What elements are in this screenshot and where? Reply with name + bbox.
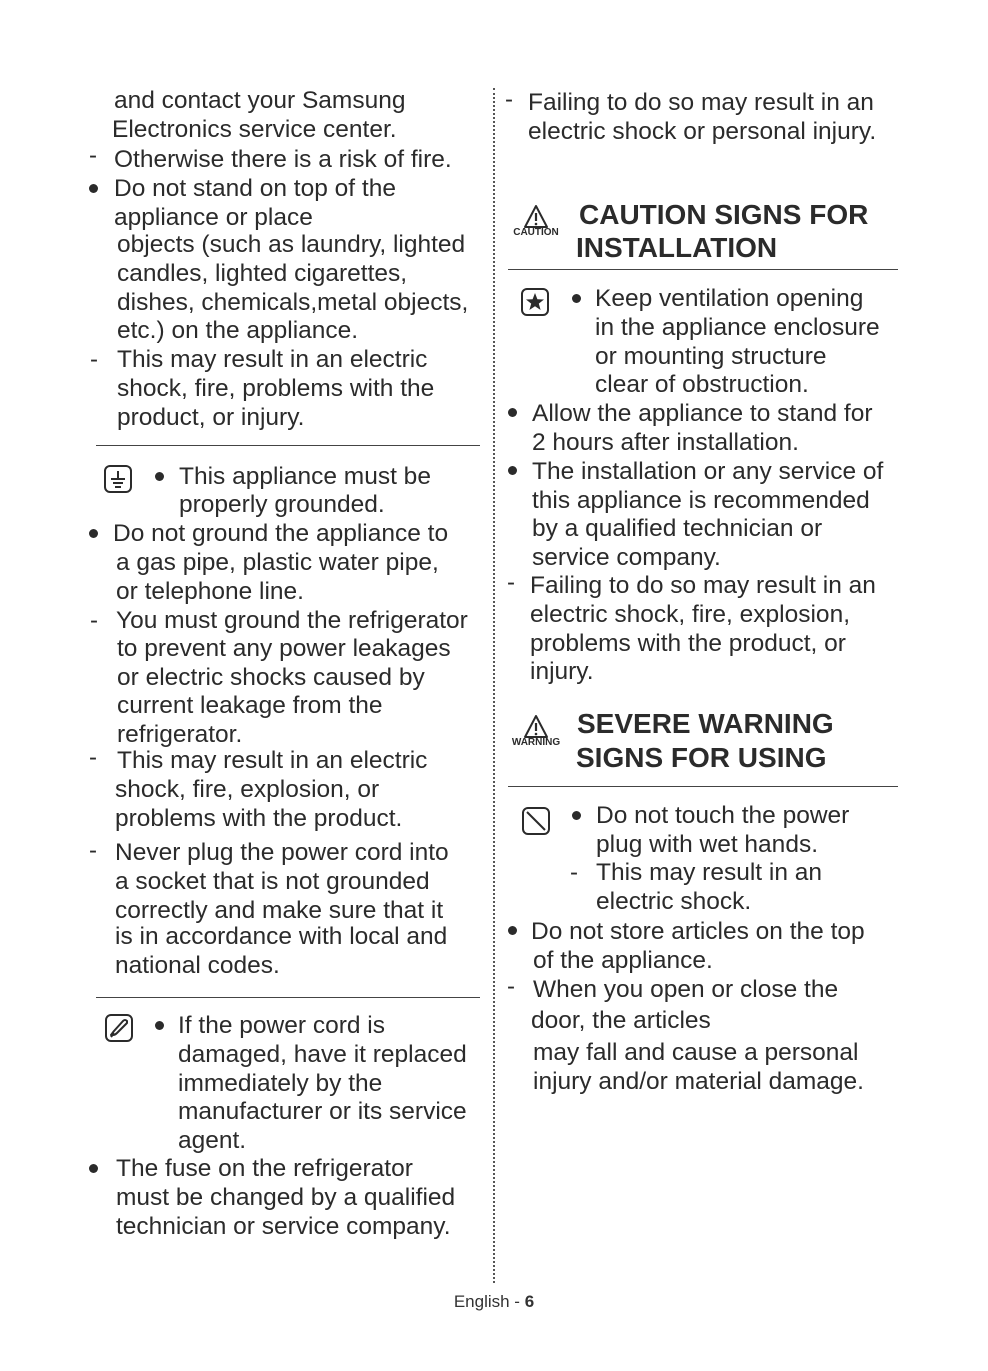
text-line: national codes. bbox=[115, 952, 280, 979]
section-rule bbox=[96, 997, 480, 998]
section-rule bbox=[508, 786, 898, 787]
text-line: shock, fire, problems with the bbox=[117, 375, 435, 402]
text-line: properly grounded. bbox=[179, 491, 385, 518]
text-line: or mounting structure bbox=[595, 343, 827, 370]
text-line: a socket that is not grounded bbox=[115, 868, 430, 895]
text-line: may fall and cause a personal bbox=[533, 1039, 859, 1066]
text-line: electric shock, fire, explosion, bbox=[530, 601, 850, 628]
warning-heading: SEVERE WARNING bbox=[577, 708, 834, 739]
bullet bbox=[89, 529, 98, 538]
text-line: objects (such as laundry, lighted bbox=[117, 231, 466, 258]
bullet bbox=[155, 1021, 164, 1030]
bullet bbox=[89, 184, 98, 193]
text-line: This may result in an electric bbox=[117, 747, 428, 774]
text-line: Do not stand on top of the bbox=[114, 175, 396, 202]
ground-icon bbox=[103, 464, 133, 494]
text-line: plug with wet hands. bbox=[596, 831, 818, 858]
bullet bbox=[508, 466, 517, 475]
text-line: The installation or any service of bbox=[532, 458, 884, 485]
text-line: Do not store articles on the top bbox=[531, 918, 865, 945]
text-line: When you open or close the bbox=[533, 976, 839, 1003]
text-line: service company. bbox=[532, 544, 721, 571]
text-line: this appliance is recommended bbox=[532, 487, 870, 514]
text-line: dishes, chemicals,metal objects, bbox=[117, 289, 469, 316]
bullet bbox=[572, 811, 581, 820]
warning-heading: SIGNS FOR USING bbox=[576, 742, 827, 773]
caution-label: CAUTION bbox=[513, 227, 559, 238]
caution-heading: CAUTION SIGNS FOR bbox=[579, 199, 869, 230]
dash-marker: - bbox=[90, 346, 98, 373]
text-line: to prevent any power leakages bbox=[117, 635, 451, 662]
text-line: manufacturer or its service bbox=[178, 1098, 467, 1125]
text-line: and contact your Samsung bbox=[114, 87, 406, 114]
text-line: shock, fire, explosion, or bbox=[115, 776, 380, 803]
text-line: Do not touch the power bbox=[596, 802, 850, 829]
column-divider bbox=[493, 88, 495, 1283]
star-icon bbox=[520, 287, 550, 317]
text-line: in the appliance enclosure bbox=[595, 314, 880, 341]
bullet bbox=[508, 926, 517, 935]
text-line: Otherwise there is a risk of fire. bbox=[114, 146, 452, 173]
text-line: or electric shocks caused by bbox=[117, 664, 425, 691]
bullet bbox=[155, 472, 164, 481]
warning-sign bbox=[506, 712, 566, 756]
text-line: etc.) on the appliance. bbox=[117, 317, 359, 344]
text-line: of the appliance. bbox=[533, 947, 713, 974]
text-line: The fuse on the refrigerator bbox=[116, 1155, 413, 1182]
page-footer bbox=[0, 1292, 988, 1312]
section-rule bbox=[96, 445, 480, 446]
dash-marker: - bbox=[507, 973, 515, 1000]
bullet bbox=[508, 408, 517, 417]
prohibition-icon bbox=[521, 806, 551, 836]
text-line: Never plug the power cord into bbox=[115, 839, 449, 866]
power-cord-icon bbox=[104, 1013, 134, 1043]
text-line: problems with the product, or bbox=[530, 630, 846, 657]
text-line: by a qualified technician or bbox=[532, 515, 823, 542]
text-line: Electronics service center. bbox=[112, 116, 397, 143]
dash-marker: - bbox=[507, 569, 515, 596]
text-line: electric shock or personal injury. bbox=[528, 118, 877, 145]
text-line: problems with the product. bbox=[115, 805, 403, 832]
text-line: door, the articles bbox=[531, 1007, 711, 1034]
text-line: If the power cord is bbox=[178, 1012, 385, 1039]
warning-label: WARNING bbox=[511, 737, 561, 748]
text-line: is in accordance with local and bbox=[115, 923, 448, 950]
text-line: This may result in an electric bbox=[117, 346, 428, 373]
text-line: electric shock. bbox=[596, 888, 752, 915]
text-line: immediately by the bbox=[178, 1070, 383, 1097]
text-line: current leakage from the bbox=[117, 692, 383, 719]
text-line: 2 hours after installation. bbox=[532, 429, 799, 456]
text-line: This appliance must be bbox=[179, 463, 431, 490]
text-line: You must ground the refrigerator bbox=[116, 607, 468, 634]
caution-heading: INSTALLATION bbox=[576, 232, 778, 263]
text-line: a gas pipe, plastic water pipe, bbox=[116, 549, 439, 576]
text-line: Failing to do so may result in an bbox=[528, 89, 874, 116]
page-number: 6 bbox=[524, 1292, 535, 1311]
dash-marker: - bbox=[89, 837, 97, 864]
text-line: This may result in an bbox=[596, 859, 823, 886]
text-line: technician or service company. bbox=[116, 1213, 451, 1240]
section-rule bbox=[508, 269, 898, 270]
footer-language: English - bbox=[453, 1292, 520, 1311]
text-line: Do not ground the appliance to bbox=[113, 520, 449, 547]
dash-marker: - bbox=[570, 859, 578, 886]
dash-marker: - bbox=[89, 744, 97, 771]
text-line: damaged, have it replaced bbox=[178, 1041, 467, 1068]
text-line: candles, lighted cigarettes, bbox=[117, 260, 408, 287]
caution-sign bbox=[506, 202, 566, 246]
text-line: or telephone line. bbox=[116, 578, 304, 605]
text-line: Allow the appliance to stand for bbox=[532, 400, 873, 427]
bullet bbox=[572, 294, 581, 303]
bullet bbox=[89, 1164, 98, 1173]
text-line: injury. bbox=[530, 658, 594, 685]
text-line: product, or injury. bbox=[117, 404, 305, 431]
dash-marker: - bbox=[90, 607, 98, 634]
text-line: Failing to do so may result in an bbox=[530, 572, 876, 599]
dash-marker: - bbox=[505, 86, 513, 113]
text-line: refrigerator. bbox=[117, 721, 243, 748]
text-line: agent. bbox=[178, 1127, 247, 1154]
text-line: must be changed by a qualified bbox=[116, 1184, 456, 1211]
text-line: Keep ventilation opening bbox=[595, 285, 864, 312]
text-line: injury and/or material damage. bbox=[533, 1068, 864, 1095]
text-line: clear of obstruction. bbox=[595, 371, 809, 398]
text-line: correctly and make sure that it bbox=[115, 897, 444, 924]
text-line: appliance or place bbox=[114, 204, 313, 231]
dash-marker: - bbox=[89, 142, 97, 169]
